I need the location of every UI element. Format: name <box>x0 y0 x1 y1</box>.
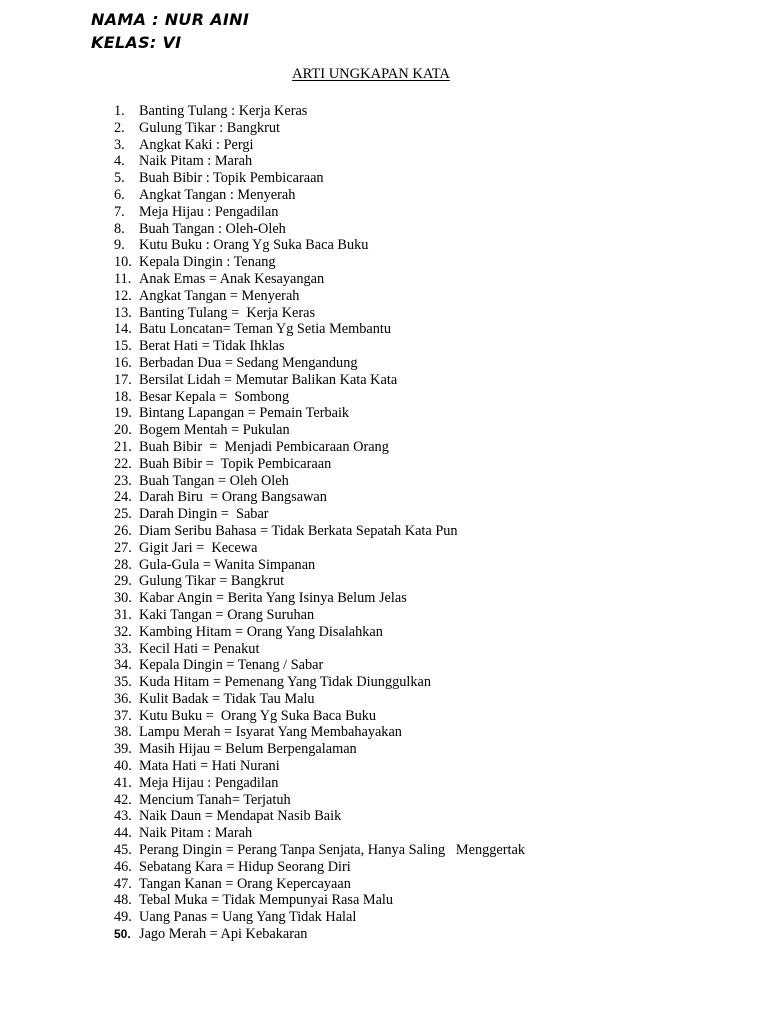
list-item-text: Meja Hijau : Pengadilan <box>139 774 279 791</box>
list-item-number: 5. <box>114 170 125 187</box>
list-item-text: Lampu Merah = Isyarat Yang Membahayakan <box>139 724 402 741</box>
list-item-text: Anak Emas = Anak Kesayangan <box>139 270 325 287</box>
list-item-number: 37. <box>114 707 132 724</box>
list-item-text: Angkat Tangan = Menyerah <box>139 287 300 304</box>
list-item-text: Kutu Buku : Orang Yg Suka Baca Buku <box>139 237 369 254</box>
list-item-text: Gula-Gula = Wanita Simpanan <box>139 556 316 573</box>
list-item-number: 42. <box>114 791 132 808</box>
list-item-number: 31. <box>114 606 132 623</box>
list-item-number: 27. <box>114 539 132 556</box>
list-item-number: 34. <box>114 657 132 674</box>
list-item-number: 3. <box>114 136 125 153</box>
list-item-text: Mata Hati = Hati Nurani <box>139 758 280 775</box>
list-item-number: 20. <box>114 422 132 439</box>
list-item-number: 2. <box>114 119 125 136</box>
document-title: ARTI UNGKAPAN KATA <box>292 66 450 82</box>
list-item-number: 43. <box>114 808 132 825</box>
list-item-text: Batu Loncatan= Teman Yg Setia Membantu <box>139 321 392 338</box>
list-item-text: Jago Merah = Api Kebakaran <box>139 926 308 943</box>
list-item-number: 35. <box>114 674 132 691</box>
list-item-number: 14. <box>114 321 132 338</box>
list-item-text: Buah Tangan = Oleh Oleh <box>139 472 289 489</box>
list-item-text: Kambing Hitam = Orang Yang Disalahkan <box>139 623 383 640</box>
list-item-text: Kutu Buku = Orang Yg Suka Baca Buku <box>139 707 377 724</box>
list-item-text: Perang Dingin = Perang Tanpa Senjata, Hanya Saling Menggertak <box>139 842 525 859</box>
list-item-number: 45. <box>114 842 132 859</box>
list-item-number: 1. <box>114 103 125 119</box>
list-item-number: 4. <box>114 153 125 170</box>
list-item-text: Banting Tulang : Kerja Keras <box>139 103 308 119</box>
list-item-text: Tebal Muka = Tidak Mempunyai Rasa Malu <box>139 892 394 909</box>
list-item-text: Berat Hati = Tidak Ihklas <box>139 338 285 355</box>
list-item-number: 49. <box>114 909 132 926</box>
list-item-text: Sebatang Kara = Hidup Seorang Diri <box>139 858 351 875</box>
list-item-number: 7. <box>114 203 125 220</box>
list-item-text: Darah Biru = Orang Bangsawan <box>139 489 327 506</box>
list-item-text: Gulung Tikar : Bangkrut <box>139 119 280 136</box>
list-item-text: Kaki Tangan = Orang Suruhan <box>139 606 315 623</box>
list-item-text: Gigit Jari = Kecewa <box>139 539 258 556</box>
list-item-number: 41. <box>114 774 132 791</box>
list-item-text: Meja Hijau : Pengadilan <box>139 203 279 220</box>
list-item-number: 28. <box>114 556 132 573</box>
list-item-text: Kecil Hati = Penakut <box>139 640 260 657</box>
list-item-text: Banting Tulang = Kerja Keras <box>139 304 316 321</box>
list-item-number: 44. <box>114 825 132 842</box>
list-item-text: Kulit Badak = Tidak Tau Malu <box>139 690 315 707</box>
list-item-number: 47. <box>114 875 132 892</box>
list-item-text: Buah Bibir = Menjadi Pembicaraan Orang <box>139 438 389 455</box>
list-item-text: Gulung Tikar = Bangkrut <box>139 573 285 590</box>
list-item-text: Tangan Kanan = Orang Kepercayaan <box>139 875 351 892</box>
list-item-text: Buah Bibir : Topik Pembicaraan <box>139 170 324 187</box>
list-item-number: 16. <box>114 354 132 371</box>
list-item-number: 9. <box>114 237 125 254</box>
list-item-text: Masih Hijau = Belum Berpengalaman <box>139 741 357 758</box>
list-item-number: 30. <box>114 590 132 607</box>
list-item-text: Bogem Mentah = Pukulan <box>139 422 290 439</box>
list-item-number: 40. <box>114 758 132 775</box>
list-item-text: Buah Tangan : Oleh-Oleh <box>139 220 286 237</box>
list-item-text: Berbadan Dua = Sedang Mengandung <box>139 354 358 371</box>
list-item-text: Besar Kepala = Sombong <box>139 388 290 405</box>
list-item-text: Naik Daun = Mendapat Nasib Baik <box>139 808 342 825</box>
list-item-number: 50. <box>114 927 131 942</box>
list-item-text: Mencium Tanah= Terjatuh <box>139 791 291 808</box>
list-item-number: 39. <box>114 741 132 758</box>
list-item-number: 19. <box>114 405 132 422</box>
student-class-line: KELAS: VI <box>91 33 182 52</box>
list-item-number: 10. <box>114 254 132 271</box>
list-item-text: Uang Panas = Uang Yang Tidak Halal <box>139 909 357 926</box>
list-item-number: 33. <box>114 640 132 657</box>
document-title-container <box>0 66 768 83</box>
list-item-text: Kepala Dingin : Tenang <box>139 254 276 271</box>
list-item-number: 29. <box>114 573 132 590</box>
list-item-number: 32. <box>114 623 132 640</box>
list-item-text: Darah Dingin = Sabar <box>139 506 269 523</box>
list-item-text: Buah Bibir = Topik Pembicaraan <box>139 455 332 472</box>
list-item-text: Angkat Kaki : Pergi <box>139 136 254 153</box>
list-item-number: 24. <box>114 489 132 506</box>
list-item-number: 36. <box>114 690 132 707</box>
list-item-number: 23. <box>114 472 132 489</box>
list-item-number: 18. <box>114 388 132 405</box>
list-item-text: Kepala Dingin = Tenang / Sabar <box>139 657 324 674</box>
list-item-text: Kuda Hitam = Pemenang Yang Tidak Diunggulkan <box>139 674 432 691</box>
list-item-number: 26. <box>114 522 132 539</box>
list-item-number: 21. <box>114 438 132 455</box>
list-item-text: Diam Seribu Bahasa = Tidak Berkata Sepatah Kata Pun <box>139 522 458 539</box>
list-item-text: Naik Pitam : Marah <box>139 153 253 170</box>
list-item-number: 13. <box>114 304 132 321</box>
list-item-text: Kabar Angin = Berita Yang Isinya Belum Jelas <box>139 590 407 607</box>
list-item-number: 46. <box>114 858 132 875</box>
list-item-number: 38. <box>114 724 132 741</box>
student-name-line: NAMA : NUR AINI <box>91 10 250 29</box>
list-item-number: 15. <box>114 338 132 355</box>
list-item-number: 11. <box>114 270 132 287</box>
list-item-number: 48. <box>114 892 132 909</box>
list-item-text: Angkat Tangan : Menyerah <box>139 186 296 203</box>
list-item-number: 8. <box>114 220 125 237</box>
list-item-number: 17. <box>114 371 132 388</box>
list-item-text: Bintang Lapangan = Pemain Terbaik <box>139 405 350 422</box>
list-item-text: Naik Pitam : Marah <box>139 825 253 842</box>
list-item-text: Bersilat Lidah = Memutar Balikan Kata Kata <box>139 371 398 388</box>
list-item-number: 6. <box>114 186 125 203</box>
list-item-number: 12. <box>114 287 132 304</box>
list-item-number: 22. <box>114 455 132 472</box>
list-item-number: 25. <box>114 506 132 523</box>
